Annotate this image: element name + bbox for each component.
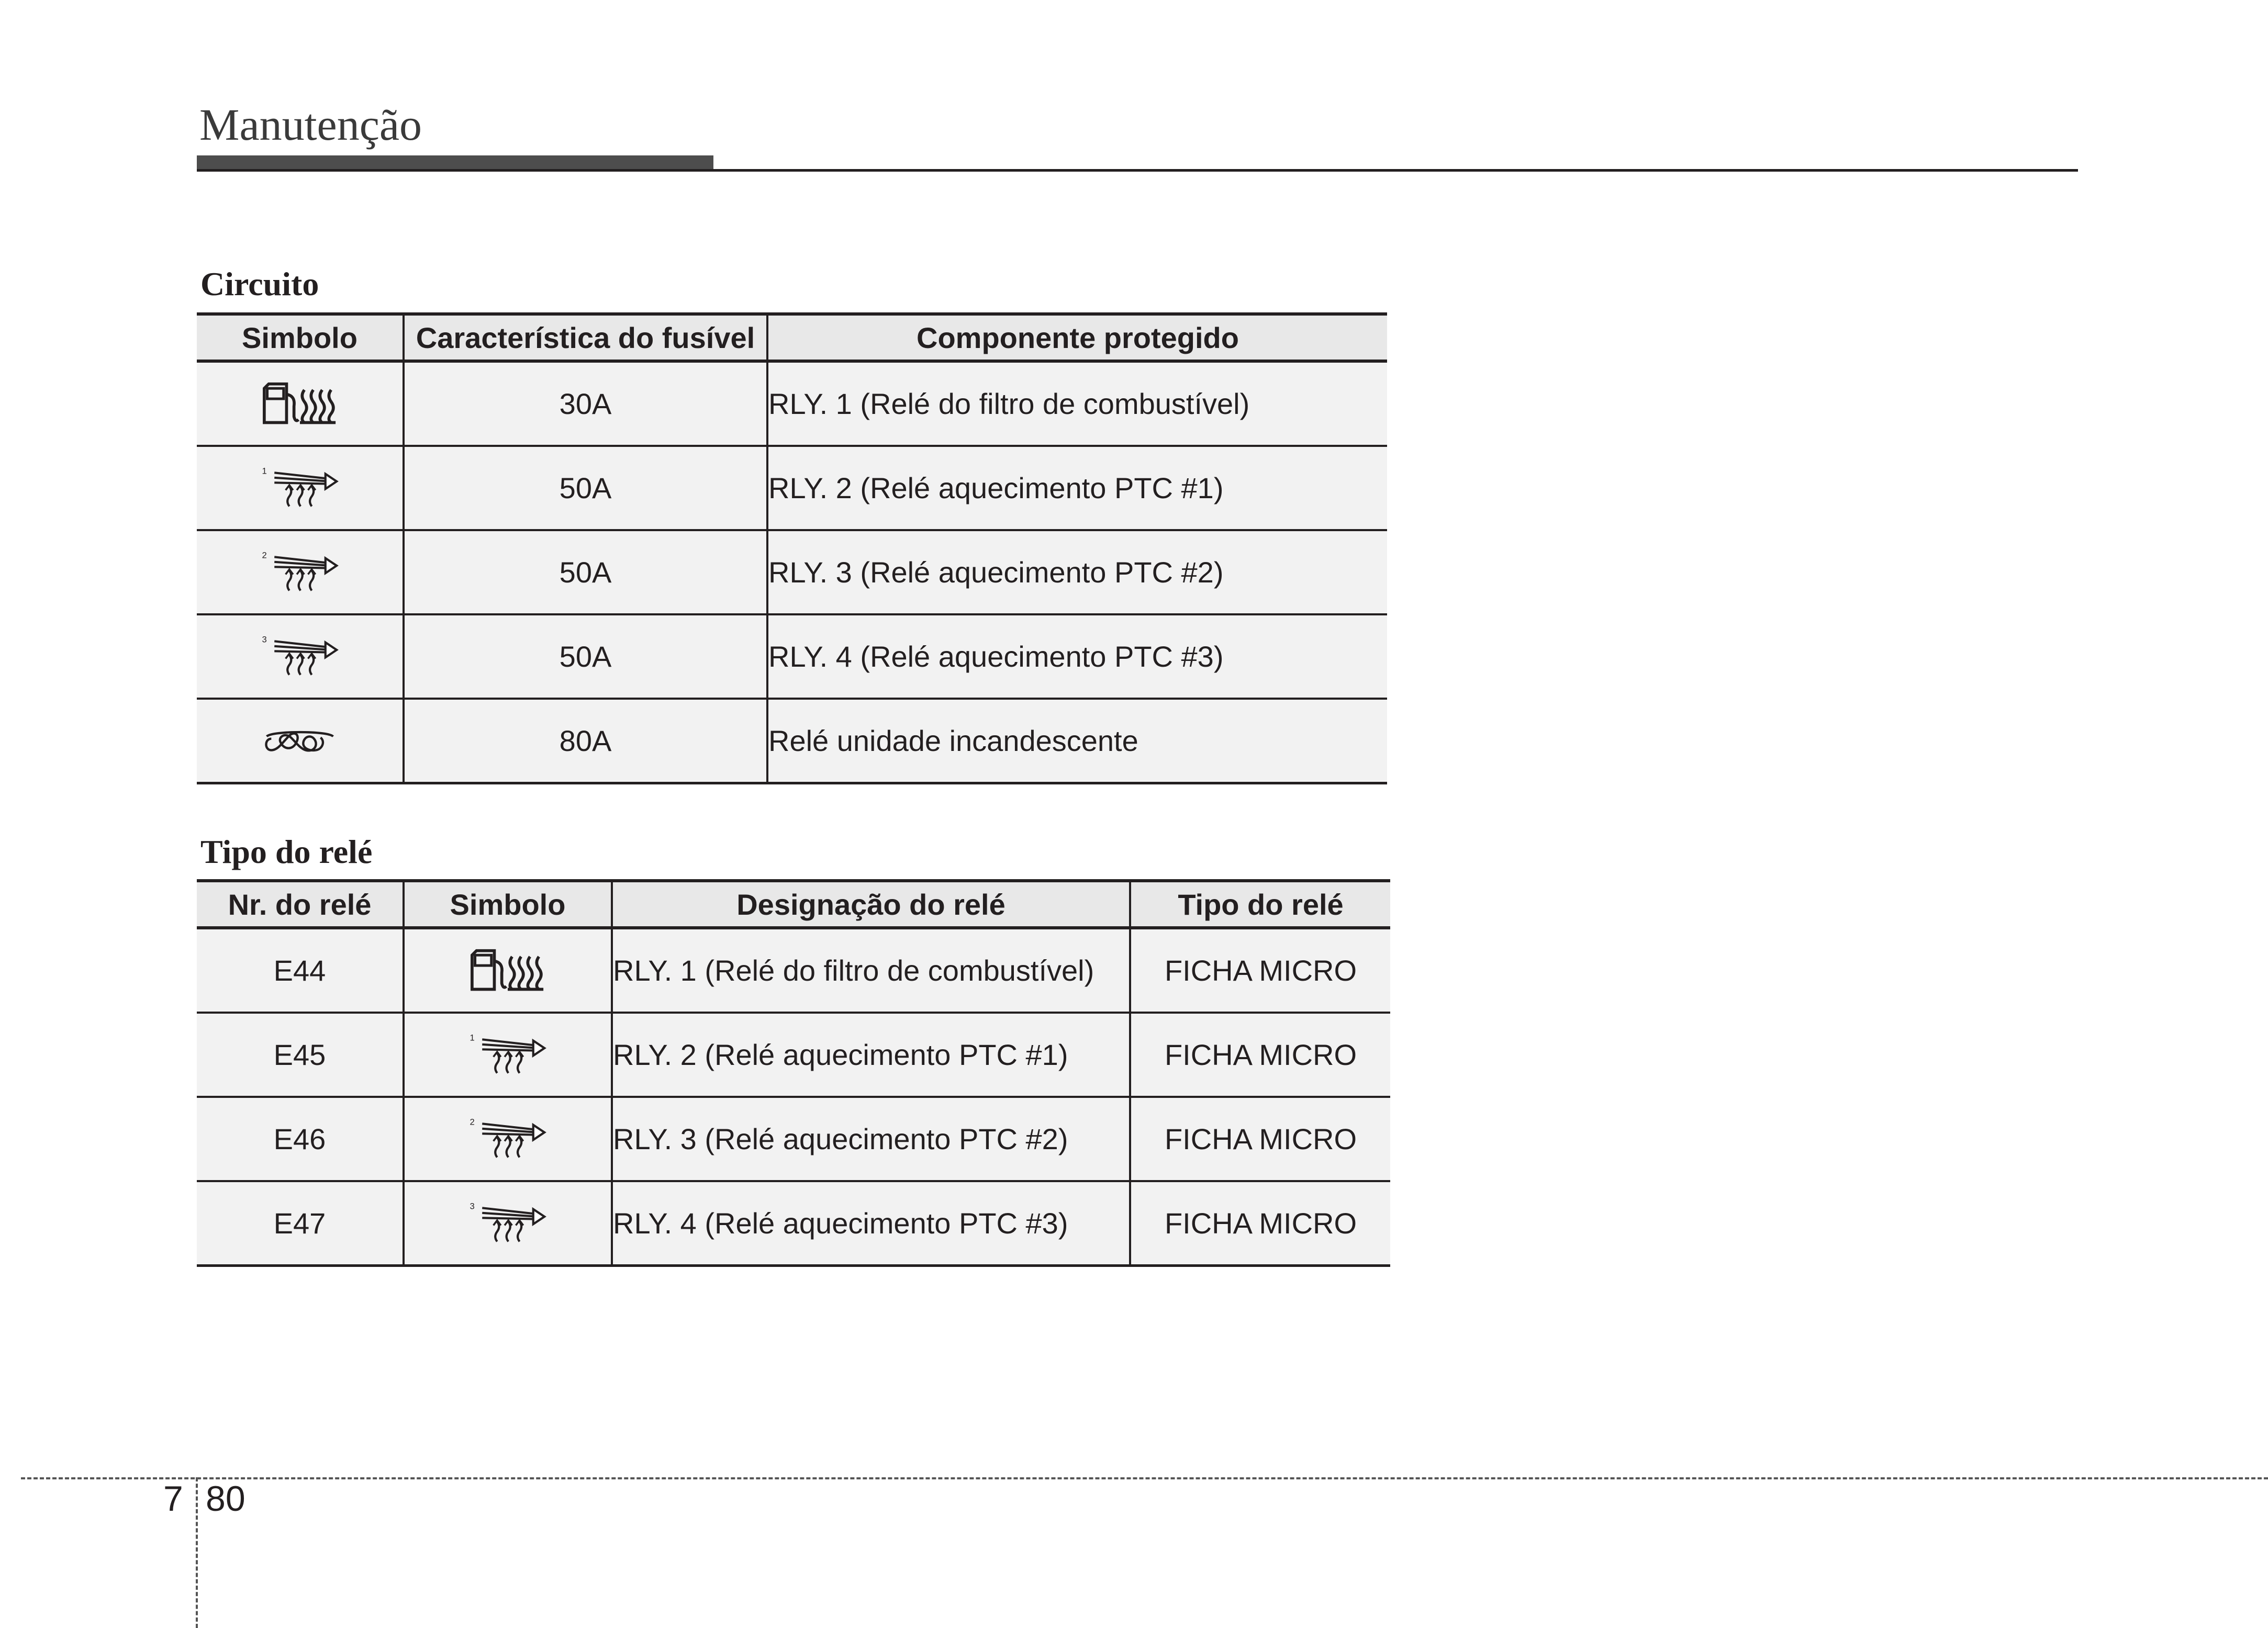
page-number: 80	[206, 1479, 245, 1519]
relay-number-cell: E46	[197, 1097, 404, 1181]
column-header: Simbolo	[197, 314, 404, 361]
relay-type-cell: FICHA MICRO	[1130, 928, 1390, 1013]
ptc-heater-1-icon	[468, 1032, 547, 1078]
symbol-cell	[197, 446, 404, 530]
component-cell: Relé unidade incandescente	[767, 699, 1387, 783]
column-header: Tipo do relé	[1130, 881, 1390, 928]
table-row	[197, 530, 1387, 614]
ptc-index-label: 1	[470, 1032, 475, 1043]
footer-divider	[196, 1477, 198, 1628]
column-header: Simbolo	[404, 881, 612, 928]
relay-heading: Tipo do relé	[200, 833, 373, 870]
designation-cell: RLY. 1 (Relé do filtro de combustível)	[612, 928, 1130, 1013]
footer-rule	[21, 1477, 2268, 1479]
fuse-rating-cell: 50A	[404, 530, 767, 614]
relay-type-cell: FICHA MICRO	[1130, 1181, 1390, 1266]
designation-cell: RLY. 4 (Relé aquecimento PTC #3)	[612, 1181, 1130, 1266]
fuse-rating-cell: 30A	[404, 361, 767, 446]
ptc-index-label: 2	[470, 1117, 475, 1127]
section-title-rule	[197, 169, 2078, 172]
chapter-number: 7	[163, 1479, 183, 1519]
table-row	[197, 1181, 1390, 1266]
table-row	[197, 361, 1387, 446]
symbol-cell	[197, 530, 404, 614]
circuit-heading: Circuito	[200, 265, 319, 302]
symbol-cell	[197, 361, 404, 446]
symbol-cell	[197, 614, 404, 699]
relay-number-cell: E44	[197, 928, 404, 1013]
table-row	[197, 446, 1387, 530]
relay-type-cell: FICHA MICRO	[1130, 1013, 1390, 1097]
component-cell: RLY. 4 (Relé aquecimento PTC #3)	[767, 614, 1387, 699]
table-row	[197, 928, 1390, 1013]
column-header: Nr. do relé	[197, 881, 404, 928]
symbol-cell	[197, 699, 404, 783]
fuse-rating-cell: 50A	[404, 614, 767, 699]
ptc-index-label: 3	[261, 634, 267, 645]
component-cell: RLY. 2 (Relé aquecimento PTC #1)	[767, 446, 1387, 530]
ptc-heater-3-icon	[468, 1200, 547, 1247]
component-cell: RLY. 3 (Relé aquecimento PTC #2)	[767, 530, 1387, 614]
ptc-heater-1-icon	[261, 465, 339, 511]
circuit-table	[197, 312, 1387, 784]
glow-plug-icon	[263, 720, 337, 762]
symbol-cell	[404, 1181, 612, 1266]
column-header: Característica do fusível	[404, 314, 767, 361]
section-title: Manutenção	[199, 99, 422, 150]
ptc-index-label: 2	[261, 550, 267, 560]
circuit-header-row	[197, 314, 1387, 361]
symbol-cell	[404, 928, 612, 1013]
relay-type-cell: FICHA MICRO	[1130, 1097, 1390, 1181]
relay-number-cell: E47	[197, 1181, 404, 1266]
ptc-heater-2-icon	[261, 549, 339, 596]
table-row	[197, 1013, 1390, 1097]
fuse-rating-cell: 80A	[404, 699, 767, 783]
fuel-filter-heater-icon	[261, 381, 339, 427]
designation-cell: RLY. 3 (Relé aquecimento PTC #2)	[612, 1097, 1130, 1181]
ptc-heater-3-icon	[261, 634, 339, 680]
fuel-filter-heater-icon	[468, 948, 547, 994]
ptc-index-label: 3	[470, 1201, 475, 1211]
table-row	[197, 1097, 1390, 1181]
table-row	[197, 699, 1387, 783]
ptc-heater-2-icon	[468, 1116, 547, 1162]
designation-cell: RLY. 2 (Relé aquecimento PTC #1)	[612, 1013, 1130, 1097]
column-header: Componente protegido	[767, 314, 1387, 361]
fuse-rating-cell: 50A	[404, 446, 767, 530]
table-row	[197, 614, 1387, 699]
relay-number-cell: E45	[197, 1013, 404, 1097]
component-cell: RLY. 1 (Relé do filtro de combustível)	[767, 361, 1387, 446]
ptc-index-label: 1	[261, 466, 267, 476]
column-header: Designação do relé	[612, 881, 1130, 928]
relay-table	[197, 879, 1390, 1267]
relay-header-row	[197, 881, 1390, 928]
symbol-cell	[404, 1013, 612, 1097]
symbol-cell	[404, 1097, 612, 1181]
